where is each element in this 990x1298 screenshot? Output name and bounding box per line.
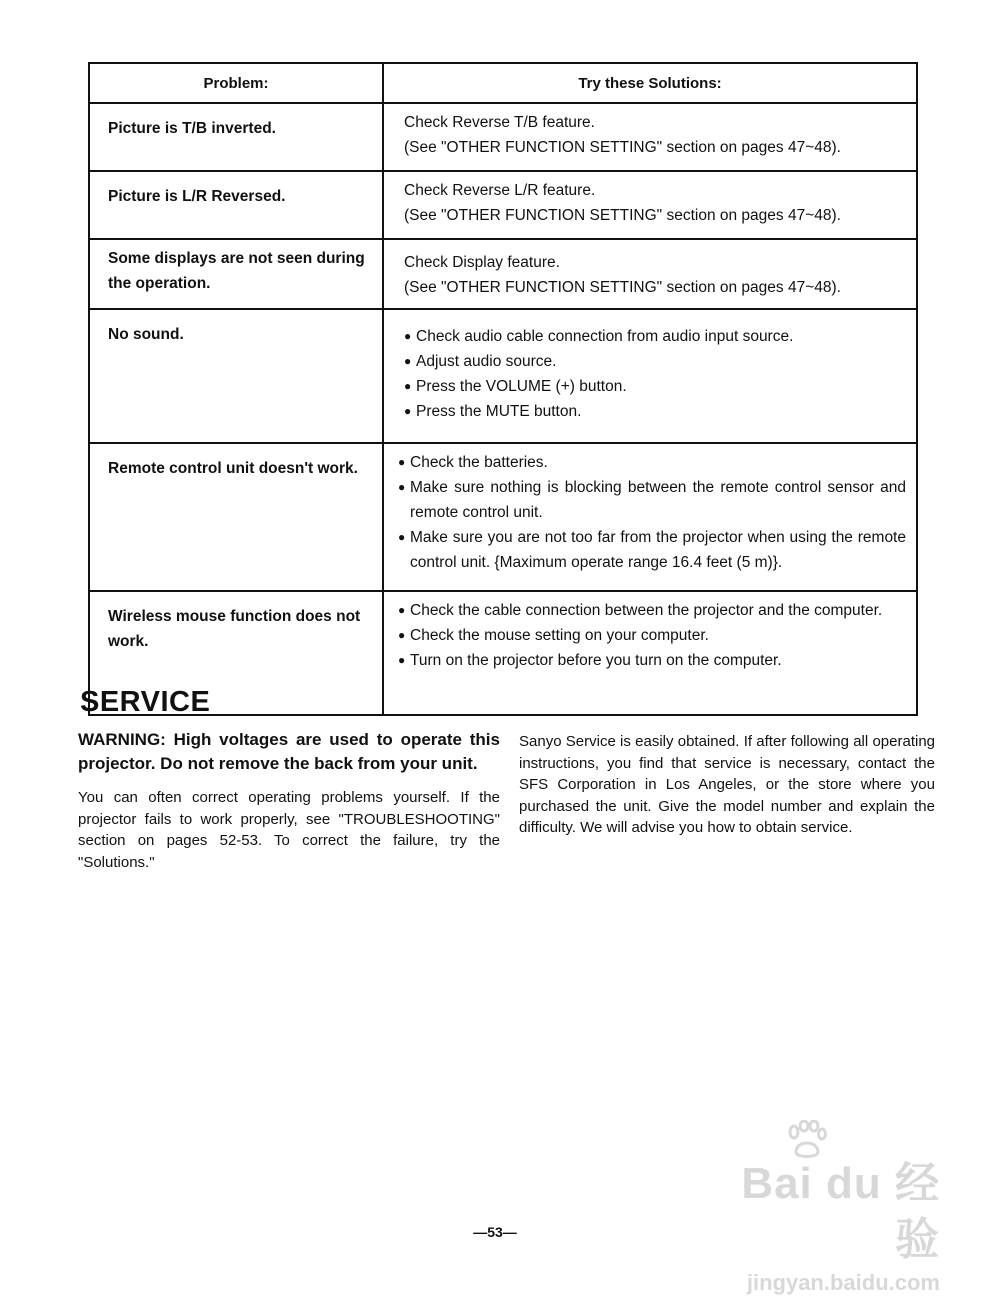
bullet-text: Press the MUTE button. <box>416 403 582 420</box>
troubleshooting-table <box>88 62 918 716</box>
bullet-item <box>398 623 906 648</box>
bullet-item <box>398 450 906 475</box>
table-row <box>89 239 917 309</box>
bullet-text: Check the mouse setting on your computer. <box>410 627 709 644</box>
bullet-item <box>404 374 906 399</box>
problem-cell: Wireless mouse function does not work. <box>89 591 383 715</box>
bullet-item <box>404 324 906 349</box>
solution-cell <box>383 103 917 171</box>
bullet-text: Adjust audio source. <box>416 353 557 370</box>
bullet-text: Turn on the projector before you turn on the computer. <box>410 652 782 669</box>
service-paragraph-right: Sanyo Service is easily obtained. If after following all operating instructions, you find that service is necessary, contact the SFS Corporation in Los Angeles, or the store where you purchased the unit. Give the model number and explain the difficulty. We will advise you how to obtain service. <box>519 733 935 836</box>
table-row <box>89 443 917 591</box>
problem-cell: Picture is L/R Reversed. <box>89 171 383 239</box>
solution-line: (See "OTHER FUNCTION SETTING" section on pages 47~48). <box>404 139 841 156</box>
bullet-item <box>398 648 906 673</box>
service-left-column <box>78 728 500 873</box>
solution-cell <box>383 239 917 309</box>
table-row <box>89 103 917 171</box>
problem-cell: Picture is T/B inverted. <box>89 103 383 171</box>
bullet-item <box>404 349 906 374</box>
bullet-dot-icon: ● <box>404 404 412 418</box>
problem-cell: Remote control unit doesn't work. <box>89 443 383 591</box>
table-row <box>89 171 917 239</box>
bullet-item <box>398 525 906 575</box>
bullet-dot-icon: ● <box>398 628 406 642</box>
bullet-item <box>398 475 906 525</box>
solution-line: (See "OTHER FUNCTION SETTING" section on pages 47~48). <box>404 207 841 224</box>
header-problem: Problem: <box>89 63 383 103</box>
solution-line: (See "OTHER FUNCTION SETTING" section on pages 47~48). <box>404 279 841 296</box>
solution-line: Check Display feature. <box>404 254 560 271</box>
bullet-item <box>404 399 906 424</box>
bullet-dot-icon: ● <box>404 379 412 393</box>
bullet-dot-icon: ● <box>404 329 412 343</box>
bullet-dot-icon: ● <box>398 455 406 469</box>
watermark-url: jingyan.baidu.com <box>746 1270 940 1295</box>
solution-line: Check Reverse T/B feature. <box>404 114 595 131</box>
page-number: —53— <box>473 1224 517 1240</box>
watermark-logo-text: Bai du 经验 <box>741 1159 940 1264</box>
bullet-text: Check the cable connection between the projector and the computer. <box>410 602 883 619</box>
bullet-dot-icon: ● <box>398 603 406 617</box>
bullet-dot-icon: ● <box>404 354 412 368</box>
bullet-dot-icon: ● <box>398 653 406 667</box>
solution-cell <box>383 309 917 443</box>
table-row <box>89 309 917 443</box>
bullet-text: Make sure nothing is blocking between the remote control sensor and remote control unit. <box>410 479 906 521</box>
solution-line: Check Reverse L/R feature. <box>404 182 596 199</box>
warning-text: WARNING: High voltages are used to operate this projector. Do not remove the back from your unit. <box>78 730 500 773</box>
bullet-text: Make sure you are not too far from the projector when using the remote control unit. {Maximum operate range 16.4 feet (5 m)}. <box>410 529 906 571</box>
bullet-text: Check the batteries. <box>410 454 548 471</box>
solution-cell <box>383 443 917 591</box>
bullet-text: Check audio cable connection from audio input source. <box>416 328 794 345</box>
header-solutions: Try these Solutions: <box>383 63 917 103</box>
problem-cell: No sound. <box>89 309 383 443</box>
bullet-item <box>398 598 906 623</box>
table-row <box>89 591 917 715</box>
bullet-dot-icon: ● <box>398 530 406 544</box>
paw-icon <box>784 1120 828 1160</box>
problem-cell: Some displays are not seen during the operation. <box>89 239 383 309</box>
watermark <box>700 1120 940 1295</box>
service-heading: SERVICE <box>80 686 211 718</box>
solution-cell <box>383 591 917 715</box>
service-right-column <box>519 731 935 839</box>
bullet-dot-icon: ● <box>398 480 406 494</box>
solution-cell <box>383 171 917 239</box>
service-paragraph-left: You can often correct operating problems yourself. If the projector fails to work properly, see "TROUBLESHOOTING" section on pages 52-53. To correct the failure, try the "Solutions." <box>78 789 500 871</box>
bullet-text: Press the VOLUME (+) button. <box>416 378 627 395</box>
